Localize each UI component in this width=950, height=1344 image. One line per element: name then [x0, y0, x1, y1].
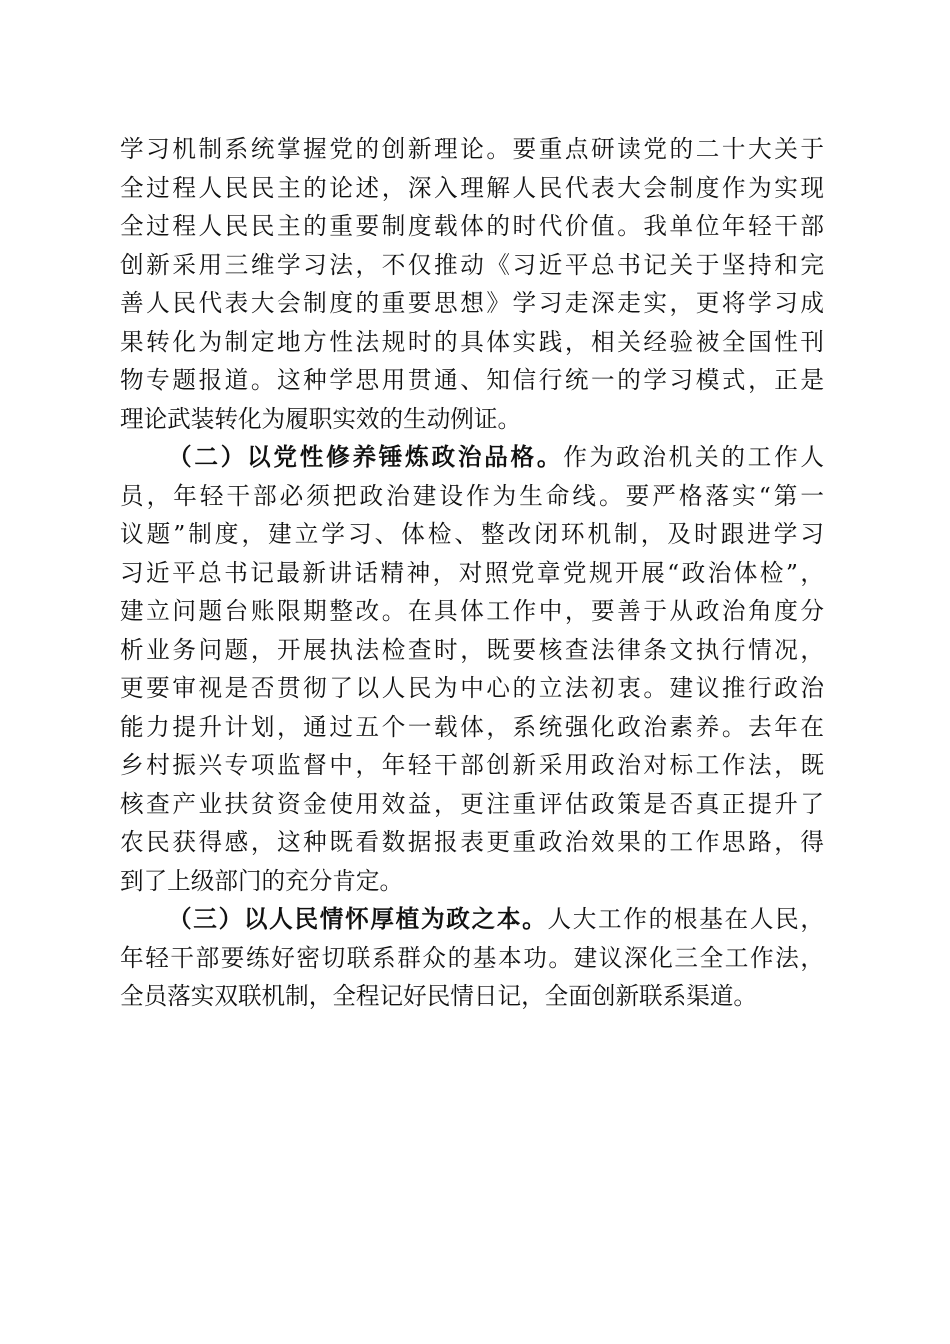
text-line: 年轻干部要练好密切联系群众的基本功。建议深化三全工作法，: [120, 943, 824, 972]
text-line: 全员落实双联机制，全程记好民情日记，全面创新联系渠道。: [120, 982, 758, 1010]
text-line: 理论武装转化为履职实效的生动例证。: [120, 404, 522, 433]
text-line: 乡村振兴专项监督中，年轻干部创新采用政治对标工作法，既: [120, 751, 824, 779]
text-line: 能力提升计划，通过五个一载体，系统强化政治素养。去年在: [120, 712, 824, 741]
text-line: 物专题报道。这种学思用贯通、知信行统一的学习模式，正是: [120, 366, 824, 394]
text-line: 析业务问题，开展执法检查时，既要核查法律条文执行情况，: [120, 635, 824, 664]
text-line: 善人民代表大会制度的重要思想》学习走深走实，更将学习成: [120, 289, 824, 317]
paragraph-3: [120, 900, 824, 1016]
text-line: 果转化为制定地方性法规时的具体实践，相关经验被全国性刊: [120, 327, 824, 356]
section-heading: （三）以人民情怀厚植为政之本。: [168, 905, 548, 933]
paragraph-2: [120, 438, 824, 900]
document-body: [120, 130, 824, 1016]
text-run: 作为政治机关的工作人: [563, 443, 825, 471]
text-line: 到了上级部门的充分肯定。: [120, 866, 404, 895]
text-run: 人大工作的根基在人民，: [547, 905, 825, 933]
text-line: 农民获得感，这种既看数据报表更重政治效果的工作思路，得: [120, 828, 824, 856]
text-line: 核查产业扶贫资金使用效益，更注重评估政策是否真正提升了: [120, 789, 824, 818]
text-line: 全过程人民民主的论述，深入理解人民代表大会制度作为实现: [120, 173, 824, 202]
paragraph-first-line: [120, 438, 824, 477]
text-line: 员，年轻干部必须把政治建设作为生命线。要严格落实“第一: [120, 481, 824, 510]
text-line: 习近平总书记最新讲话精神，对照党章党规开展“政治体检”，: [120, 558, 824, 587]
text-line: 建立问题台账限期整改。在具体工作中，要善于从政治角度分: [120, 597, 824, 625]
paragraph-first-line: [120, 900, 824, 939]
paragraph-1: [120, 130, 824, 438]
text-line: 更要审视是否贯彻了以人民为中心的立法初衷。建议推行政治: [120, 674, 824, 702]
section-heading: （二）以党性修养锤炼政治品格。: [168, 443, 564, 471]
text-line: 学习机制系统掌握党的创新理论。要重点研读党的二十大关于: [120, 135, 824, 163]
text-line: 创新采用三维学习法，不仅推动《习近平总书记关于坚持和完: [120, 250, 824, 279]
text-line: 全过程人民民主的重要制度载体的时代价值。我单位年轻干部: [120, 212, 824, 240]
text-line: 议题”制度，建立学习、体检、整改闭环机制，及时跟进学习: [120, 520, 824, 548]
